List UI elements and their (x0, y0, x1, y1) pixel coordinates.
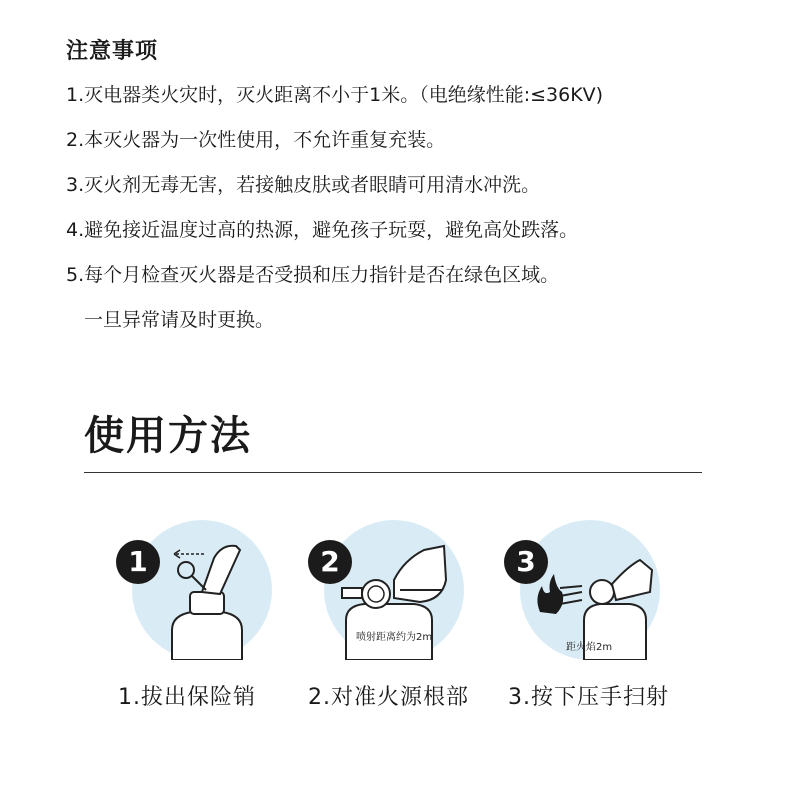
step-2 (308, 520, 469, 710)
step-number-badge: 2 (308, 540, 352, 584)
step-3 (508, 520, 669, 710)
notice-list (66, 84, 603, 354)
spray-distance-note: 喷射距离约为2m (356, 632, 433, 643)
pull-pin-illustration (132, 520, 272, 660)
notice-item: 2.本灭火器为一次性使用，不允许重复充装。 (66, 129, 446, 151)
step-number-badge: 1 (116, 540, 160, 584)
notice-item: 4.避免接近温度过高的热源，避免孩子玩耍，避免高处跌落。 (66, 219, 579, 241)
notice-item: 5.每个月检查灭火器是否受损和压力指针是否在绿色区域。 (66, 264, 560, 286)
step-1 (118, 520, 272, 710)
usage-title: 使用方法 (84, 413, 252, 459)
step-number-badge: 3 (504, 540, 548, 584)
notice-item: 3.灭火剂无毒无害，若接触皮肤或者眼睛可用清水冲洗。 (66, 174, 541, 196)
step-caption: 1.拔出保险销 (118, 685, 256, 710)
step-caption: 3.按下压手扫射 (508, 685, 669, 710)
notice-title: 注意事项 (66, 39, 159, 64)
flame-distance-note: 距火焰2m (566, 642, 613, 653)
divider (84, 472, 702, 473)
step-caption: 2.对准火源根部 (308, 685, 469, 710)
notice-item: 一旦异常请及时更换。 (84, 309, 275, 331)
notice-item: 1.灭电器类火灾时，灭火距离不小于1米。（电绝缘性能:≤36KV) (66, 84, 604, 106)
